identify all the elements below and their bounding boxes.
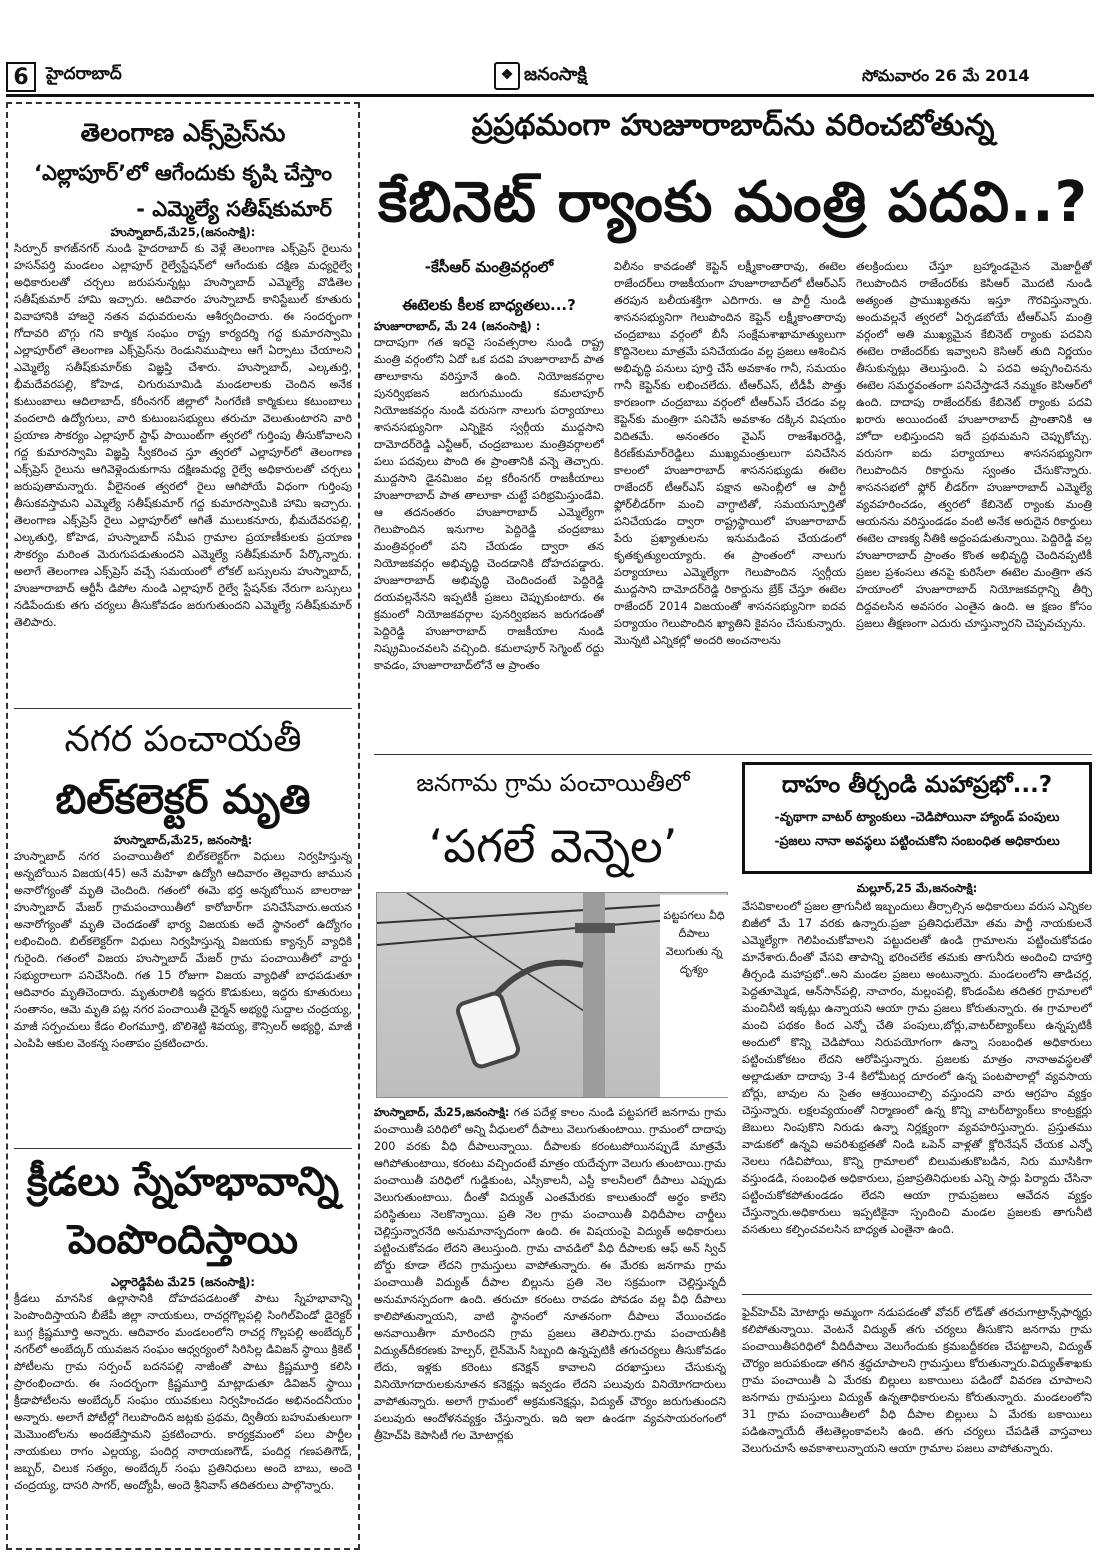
article-ellapur-express[interactable] [14,116,352,688]
daham-body: వేసవికాలంలో ప్రజల త్రాగునీటి ఇబ్బందులు తీర్చాల్సిన అధికారులు వరుస ఎన్నికల బిజీలో మే 17 వరకు ఉన్నారు.ప్రజా ప్రతినిధులేమో తమ పార్టీ నాయకులనే ఎమ్మెల్యేగా గెలిపించుకోవాలని పట్టుదలతో ఉండి గ్రామాలను పట్టించుకోవడం మానేశారు.దీంతో వేసవి తాపాన్ని భరించలేక తమకు తాగునీరు అందించి దాహార్తి తీర్చండి మహాప్రభో..అని మండల ప్రజలు అంటున్నారు. మండలంలోని తాడిచర్ల, పెద్దతూమ్మెడ, ఆన్‌సాన్‌పల్లి, నాచారం, మల్లంపల్లి, కొండంపేట తదితర గ్రామాలలో మంచినీటి ఇక్కట్లు ఉన్నాయని ఆయా గ్రామ ప్రజలు కోరుతున్నారు. ఈ గ్రామాలలో మంచి పథకం కింద ఎన్నో చేతి పంపులు,బోర్లు,వాటర్‌ట్యాంక్‌లు ఉన్నప్పటికీ అందులో కొన్ని చెడిపోయి నిరుపయోగంగా ఉన్నా సంబంధిత అధికారులు పట్టించుకోకటం లేదని ఆరోపిస్తున్నారు. ప్రజలకు మాత్రం నానాఅవస్థలతో అల్లాడుతూ దాదాపు 3-4 కిలోమీటర్ల దూరంలో ఉన్న పంటపొలాల్లో వ్యవసాయ బోర్లు, బావుల ను సైతం ఆశ్రయించాల్సి వస్తుందని వారు ఆగ్రహం వ్యక్తం చెస్తున్నారు. లక్షలవ్యయంతో నిర్మాణంలో ఉన్న కొన్ని వాటర్‌ట్యాంక్‌లు కాంట్రక్టర్లు జెబులు నింపుకొని నిరుడు ఉన్నా నిర్లక్ష్యంగా వ్యవహరిస్తున్నారు. ప్రస్తుతము వాడుకలో ఉన్నవి అపరిశుభ్రతతో నిండి ఒపెన్ వాళ్లతో క్లోరినేషన్ చేయక ఎన్నో నెలలు గడిచిపోయి, కొన్ని గ్రామాలలో బిలుమతుకొబడిన, నిరు మూసికిగా వస్తుండడి, సంబంధిత అధికారులు, ప్రజాప్రతినిధులకు ఎన్ని సార్లు పిర్యాదు చేసినా పట్టించుకోకపోతుండడం లేదని ఆయా గ్రామప్రజలు ఆవేదన వ్యక్తం చేస్తున్నారు.అధికారులు ఇప్పటికైనా స్పందించి మండల ప్రజలకు తాగునీటి వసతులు కల్పించవలసిన బాధ్యత ఎంతైనా ఉంది. [742,900,1092,1236]
article-title-line2: పెంపొందిస్తాయి [67,1217,299,1263]
photo-caption: పట్టపగలు వీధి దీపాలు వెలుగుతు న్న దృశ్యం [660,895,728,1097]
lead-column-2: విలీనం కావడంతో కెప్టెన్ లక్ష్మీకాంతారావు, ఈటెల రాజేందర్‌లు రాజకీయంగా హుజూరాబాద్‌లో టీఆర్‌ఎస్ తరపున బలీయశక్తిగా ఎదిగారు. ఆ పార్టీ నుండి శాసనసభ్యునిగా గెలుపొందిన కెప్టెన్ లక్ష్మీకాంతారావు చంద్రబాబు వర్గంలో బీసీ సంక్షేమశాఖామాత్యులుగా కొద్దినెలలు మాత్రమే పనిచేయడం వల్ల ప్రజలు ఆశించిన అభివృద్ధి పనులు పూర్తి చేసే అవకాశం గానీ, సమయం గానీ కెప్టెన్‌కు లభించలేదు. టీఆర్‌ఎస్, టీడీపీ పొత్తు కారణంగా చంద్రబాబు వర్గంలో టీఆర్‌ఎస్ చేరడం వల్ల కెప్టెన్‌కు మంత్రిగా పనిచేసే అవకాశం దక్కిన విషయం విదితమే. అనంతరం వైఎస్ రాజశేఖరరెడ్డి, కిరణ్‌కుమార్‌రెడ్డిలు ముఖ్యమంత్రులుగా పనిచేసిన కాలంలో హుజూరాబాద్ శాసనసభ్యుడు ఈటెల రాజేందర్ టీఆర్‌ఎస్ పక్షాన అసెంబ్లీలో ఆ పార్టీ ఫ్లోర్‌లీడర్‌గా మంచి వాగ్ధాటితో, సమయస్ఫూర్తితో పనిచేయడం ద్వారా రాష్ట్రస్థాయిలో హుజూరాబాద్ పేరు ప్రఖ్యాతులను ఇనుమడింప చేయడంలో కృతకృత్యులయ్యారు. ఈ ప్రాంతంలో నాలుగు పర్యాయాలు ఎమ్మెల్యేగా గెలుపొందిన స్వర్గీయ ముద్దసాని దామోదర్‌రెడ్డి రికార్డును బ్రేక్ చేస్తూ ఈటెల రాజేందర్ 2014 విజయంతో శాసనసభ్యునిగా ఐదవ పర్యాయం గెలుపొందిన ఖ్యాతిని కైవసం చేసుకున్నారు. మొన్నటి ఎన్నికల్లో అందరి అంచనాలను [614,260,846,647]
lead-subheading-1: -కేసీఆర్ మంత్రివర్గంలో [424,258,554,276]
lead-column-3: తలక్రిందులు చేస్తూ బ్రహ్మాండమైన మెజార్టీతో గెలుపొందిన రాజేందర్‌కు కెసిఆర్ మొదటి నుండి అత్యంత ప్రాముఖ్యతను ఇస్తూ గౌరవిస్తున్నారు. అందువల్లనే త్వరలో ఏర్పడబోయే టీఆర్‌ఎస్ మంత్రి వర్గంలో అతి ముఖ్యమైన కేబినెట్ ర్యాంకు పదవిని ఈటెల రాజేందర్‌కు ఇవ్వాలని కెసిఆర్ తుది నిర్ణయం తీసుకున్నట్లు తెలుస్తుంది. ఏ పదవి అప్పగించినను ఈటెల సమర్థవంతంగా పనిచేస్తాడనే నమ్మకం కెసిఆర్‌లో ఉంది. దాదాపు రాజేందర్‌కు కేబినెట్ ర్యాంకు పదవి ఖరారు అయిందంటే హుజూరాబాద్ ప్రాంతానికి ఆ హోదా లభిస్తుందని ఇదే ప్రథమమని చెప్పుకోచ్చు. వరుసగా ఐదు పర్యాయాలు శాసనసభ్యునిగా గెలుపొందిన రికార్డును స్వంతం చేసుకొన్నారు. శాసనసభలో ఫ్లోర్ లీడర్‌గా హుజూరాబాద్ ఎమ్మెల్యే వ్యవహరించడం, త్వరలో కేబినెట్ ర్యాంకు మంత్రి ఆయనను వరిస్తుండడం వంటి అనేక అరుదైన రికార్డులు ఈటెల చాణక్య నీతికి అద్దంపడుతున్నాయి. పెద్దిరెడ్డి వల్ల హుజూరాబాద్ ప్రాంతం కొంత అభివృద్ధి చెందినప్పటికీ ప్రజల ప్రశంసలు తనపై కురిసేలా ఈటెల మంత్రిగా తన హయాంలో హుజూరాబాద్ నియోజకవర్గాన్ని తీర్చి దిద్దవలసిన అవసరం ఎంతైన ఉంది. ఆ క్షణం కోసం ప్రజలు తీక్షణంగా ఎదురు చూస్తున్నారని చెప్పవచ్చును. [856,260,1092,630]
lead-column-1 [374,318,604,748]
divider [374,754,1092,755]
page-number: 6 [6,62,36,92]
divider [742,1294,1092,1295]
article-dateline: ఎల్లారెడ్డిపేట మే25 (జనంసాక్షి): [110,1275,256,1289]
lead-kicker: ప్రప్రథమంగా హుజూరాబాద్‌ను వరించబోతున్న [471,108,995,143]
article-title-line2: బిల్‌కలెక్టర్ మృతి [55,777,311,823]
divider [14,1148,352,1149]
vennela-body-text: గత పదేళ్ల కాలం నుండి పట్టపగలే జనగామ గ్రామ పంచాయితీ పరిధిలో అన్ని వీధులలో దీపాలు వెలుగుతుంటాయి. గ్రామంలో దాదాపు 200 వరకు వీధి దీపాలున్నాయి. దీపాలకు కరంటుపోయినప్పుడే మాత్రమే ఆగిపోతుంటాయి, కరంటు వచ్చిందంటే మాత్రం యదేచ్ఛగా వెలుగు తుంటాయి.గ్రామ పంచాయితీ పరిధిలో గుడ్డికుంట, ఎస్సీకాలనీ, ఎస్టీ కాలనీలలో దీపాలు ఎప్పుడు వెలుగుతుంటాయి. దీంతో విద్యుత్ ఎంతమేరకు కాలుతుందో అర్థం కాలేని పరిస్థితులు నెలకొన్నాయి. ప్రతి నెల గ్రామ పంచాయితీ విధిదీపాల చార్జీలు చెల్లిస్తున్నారనేది అనుమానాస్పదంగా ఉంది. ఈ విషయంపై విద్యుత్ అధికారులు పట్టించుకోవడం లేదని తెలుస్తుంది. గ్రామ చావడిలో వీధి దీపాలకు ఆఫ్ అన్ స్విచ్ బోర్డు కూడా లేదని గ్రామస్తులు వాపోతున్నారు. ఈ మేరకు జనగామ గ్రామ పంచాయితీ విద్యుత్ దీపాల బిల్లును ప్రతి నెల సక్రమంగా చెల్లిస్తున్నదీ అనుమానస్పదంగా ఉంది. తరుచూ కరంటు రావడం పోవడం వల్ల వీధి దీపాలు కాలిపోతున్నాయని, వాటి స్థానంలో నూతనంగా దీపాలు వేయించడం అనవాయితీగా మారిందని గ్రామ ప్రజలు తెలిపారు.గ్రామ పంచాయతీకి విద్యుత్‌దీకరణకు హెల్పర్, లైన్‌మెన్ సిబ్బంది ఉన్నప్పటికీ తగుచర్యలు తీసుకోవడం లేదు, ఇళ్లకు కరెంటు కనెక్షన్ కావాలని దరఖాస్తులు చేసుకున్న వినియోగదారులకునూతన కనెక్షన్లు ఇవ్వడం లేదని పలువురు వినియోగదారులు వాపోతున్నారు. అలాగే గ్రామంలో అక్రమకనెక్షన్లు, విద్యుత్ చౌర్యం జరుగుతుందని పలువురు ఆందోళనవ్యక్తం చేస్తున్నారు. ఇది ఇలా ఉండగా వ్యవసాయరంగంలో త్రీహెచ్‌పి కెపాసిటీ గల మోటార్లకు [374,1106,726,1442]
article-dateline: హుస్నాబాద్,మే25,(జనంసాక్షి): [110,225,256,239]
logo-emblem-icon: ❖ [494,62,520,90]
vennela-kicker: జనగామ గ్రామ పంచాయితీలో [416,769,690,797]
article-title-line1: తెలంగాణ ఎక్స్‌ప్రెస్‌ను [80,118,286,147]
lead-headline[interactable]: కేబినెట్ ర్యాంకు మంత్రి పదవి..? [378,170,1088,235]
article-byline: - ఎమ్మెల్యే సతీష్‌కుమార్ [136,197,332,221]
section-name: హైదరాబాద్ [46,64,122,84]
daham-title: దాహం తీర్చండి మహాప్రభో...? [781,772,1053,798]
article-body: క్రీడలు మానసిక ఉల్లాసానికి దోహదపడటంతో పాటు స్నేహభావాన్ని పెంపొందిస్తాయని బీజేపీ జిల్లా నాయకులు, రాచర్లగొల్లపల్లి సింగిల్‌విండో డైరెక్టర్ బుగ్గ క్రిష్ణమూర్తి అన్నారు. ఆదివారం మండలంలోని రాచర్ల గొల్లపల్లి అంబేద్కర్ నగర్‌లో అంబేద్కర్ యువజన సంఘం ఆధ్వర్యంలో సిరిసిల్ల డివిజన్ స్థాయి క్రికెట్ పోటీలను గ్రామ సర్పంచ్ బదనపల్లి నాజీంతో పాటు క్రిష్ణమూర్తి కలిసి ప్రారంభించారు. ఈ సందర్భంగా క్రిష్ణమూర్తి మాట్లాడుతూ డివిజన్ స్థాయి క్రీడాపోటీలను అంబేద్కర్ సంఘం యువకులు నిర్వహించడం అభినందనీయం అన్నారు. అలాగే పోటీల్లో గెలుపొందిన జట్లకు ప్రథమ, ద్వితీయ బహుమతులుగా మెమొంటోలను అందజేస్తామని ప్రకటించారు. కార్యక్రమంలో పలు పార్టీల నాయకులు రాగం ఎల్లయ్య, పందిర్ల నారాయణగౌడ్, పందిర్ల గణపతిగౌడ్, జబ్బర్, చిలుక సత్యం, అంబేద్కర్ సంఘ ప్రతినిధులు అందె బాబు, అందె చంద్రయ్య, దాసరి సాగర్, అంద్యోపీ, అందె శ్రీనివాస్ తదితరులు పాల్గొన్నారు. [14,1292,352,1492]
article-title-line1: క్రీడలు స్నేహభావాన్ని [26,1159,340,1205]
vennela-continued: ఫైవ్‌హెచ్‌పి మోటార్లు అమ్మంగా నడుపడంతో వోవర్ లోడ్‌తో తరచుగాట్రాన్స్‌ఫార్మర్లు కలిపోతున్నాయి. వెంటనే విద్యుత్ తగు చర్యలు తీసుకొని జనగామ గ్రామ పంచాయితీపరిధిలో వీదిదీపాలు వెలుగేందుకు క్రమబద్దీకరణ చేపట్టాలని, విద్యుత్ చౌర్యం జరుపకుండా తగిన శ్రద్ధచూపాలని గ్రామస్తులు కోరుతున్నారు.విద్యుత్‌శాఖకు గ్రామ పంచాయితీ ఏ మేరకు బిల్లులు బకాయిలు పడిందో వివరణ చూపాలని జనగామ గ్రామస్తులు విద్యుత్ ఉన్నతాధికారులను కోరుతున్నారు. మండలంలోని 31 గ్రామ పంచాయితీలలో వీధి దీపాల బిల్లులు ఏ మేరకు బకాయిలు పడిఉన్నాయేదీ తేటతెల్లంకావలసి ఉంది. తగు చర్యలు చేపడితే వాస్తవాలు వెలుగుచూసే అవకాశాలున్నాయని ఆయా గ్రామాల పజలు వాపోతున్నారు. [742,1306,1092,1455]
article-title-line2: ‘ఎల్లాపూర్’లో ఆగేందుకు కృషి చేస్తాం [33,161,333,185]
vennela-dateline: హుస్నాబాద్, మే25,జనంసాక్షి: [374,1106,510,1119]
issue-date: సోమవారం 26 మే 2014 [862,66,1030,85]
daham-subheading-2: -ప్రజలు నానా అవస్థలు పట్టించుకోని సంబంధిత అధికారులు [774,833,1060,848]
article-sports-friendship[interactable] [14,1156,352,1546]
lead-dateline: హుజూరాబాద్, మే 24 (జనంసాక్షి) : [374,319,541,333]
vennela-headline[interactable]: ‘పగలే వెన్నెల’ [428,819,678,873]
masthead-rule [6,94,1094,97]
masthead [0,0,1100,96]
daham-subheading-1: -వృథాగా వాటర్ ట్యాంకులు -చెడిపోయినా హ్యాండ్ పంపులు [774,809,1060,824]
article-title-line1: నగర పంచాయతీ [64,719,302,760]
daham-dateline: మల్లూర్,25 మే,జనంసాక్షి: [856,881,978,895]
article-dateline: హుస్నాబాద్,మే25, జనంసాక్షి: [113,833,253,847]
article-body: హుస్నాబాద్ నగర పంచాయితీలో బిల్‌కలెక్టర్‌గా విధులు నిర్వహిస్తున్న అన్నబోయిన విజయ(45) అనే మహిళా ఉద్యోగి ఆదివారం తెల్లవారు జామున అనారోగ్యంతో మృతి చెందింది. గతంలో ఈమె భర్త అన్నబోయిన బాలరాజు హుస్నాబాద్ మేజర్ గ్రామపంచాయితీలో కారోబార్‌గా పనిచేసేవారు.అయన అనారోగ్యంతో మృతి చెందడంతో భార్య విజయకు అదే స్థానంలో ఉద్యోగం లభించింది. బిల్‌కలెక్టర్‌గా విధులు నిర్వహిస్తున్న విజయకు క్యాన్సర్ వ్యాధికి గురైంది. గతంలో విజయ హుస్నాబాద్ మేజర్ గ్రామ పంచాయితీలో వార్డు సభ్యురాలుగా పనిచేసింది. గత 15 రోజుగా విజయ వ్యాధితో బాధపడుతూ ఆదివారం మృతిచెందారు. మృతురాలికి ఇద్దరు కొడుకులు, ఇద్దరు కూతురులు సంతానం, ఆమె మృతి పట్ల నగర పంచాయితీ చైర్మన్ అభ్యర్థి సుద్దాల చంద్రయ్య, మాజీ సర్పంచులు కేడం లింగమూర్తి, బొలిశెట్టి శివయ్య, కౌన్సిలర్ అభ్యర్థి, మాజీ ఎంపిపి ఆకుల వెంకన్న సంతాపం ప్రకటించారు. [14,850,352,1050]
lead-subheading-2: ఈటెలకు కీలక బాధ్యతలు...? [402,296,576,314]
divider [14,708,352,709]
left-news-column [6,102,360,1550]
vennela-body [374,1104,726,1552]
paper-name: జనంసాక్షి [524,63,587,85]
lead-column-1-text: దాదాపుగా గత ఇరవై సంవత్సరాల నుండి రాష్ట్ర మంత్రి వర్గంలోని ఏదో ఒక పదవి హుజూరాబాద్ పాత తాలూకాను వరిస్తూనే ఉంది. నియోజకవర్గాల పునర్విభజన జరుగుముందు కమలాపూర్ నియోజకవర్గం నుండి వరుసగా నాలుగు పర్యాయాలు శాసనసభ్యునిగా ఎన్నికైన స్వర్గీయ ముద్దసాని దామోదర్‌రెడ్డి ఎన్టీఆర్, చంద్రబాబుల మంత్రివర్గాలలో పలు పదవులు పొంది ఈ ప్రాంతానికి వన్నె తెచ్చారు. ముద్దసాని డైనమిజం వల్ల కరీంనగర్ రాజకీయాలు హుజూరాబాద్ పాత తాలూకా చుట్టే పరిభ్రమిస్తుండేవి. ఆ తదనంతరం హుజూరాబాద్ ఎమ్మెల్యేగా గెలుపొందిన ఇనుగాల పెద్దిరెడ్డి చంద్రబాబు మంత్రివర్గంలో పని చేయడం ద్వారా తన నియోజకవర్గం అభివృద్ధి చెందడానికి దోహదపడ్డారు. హుజూరాబాద్ అభివృద్ధి చెందిందంటే పెద్దిరెడ్డి దయవల్లనేనని ఇప్పటికీ ప్రజలు చెప్పుకుంటారు. ఈ క్రమంలో నియోజకవర్గాల పునర్విభజన జరుగడంతో పెద్దిరెడ్డి హుజూరాబాద్ రాజకీయాల నుండి నిష్క్రమించవలసి వచ్చింది. కమలాపూర్ సెగ్మెంట్ రద్దు కావడం, హుజూరాబాద్‌లోనే ఆ ప్రాంతం [374,336,604,672]
newspaper-logo[interactable] [494,60,587,92]
daham-headline-box[interactable] [742,762,1092,874]
article-bill-collector[interactable] [14,716,352,1148]
article-body: సిర్పూర్ కాగజ్‌నగర్ నుండి హైదరాబాద్ కు వెళ్లే తెలంగాణ ఎక్స్‌ప్రెస్ రైలును హసన్‌పర్తి మండలం ఎల్లాపూర్ రైల్వేస్టేషన్‌లో ఆగేందుకు దక్షిణ మధ్యరైల్వే అధికారులతో చర్చలు జరుపనున్నట్లు హుస్నాబాద్ ఎమ్మెల్యే వొడితెల సతీష్‌కుమార్ హామి ఇచ్చారు. ఆదివారం హుస్నాబాద్ కానిస్టేబుల్ కూతురు వివాహానికి హాజరై నతన వధువరులను ఆశీర్వదించారు. ఈ సందర్భంగా గోదావరి బొగ్గు గని కార్మిక సంఘం రాష్ట్ర కార్యదర్శి గద్ద కుమారస్వామి ఎల్లాపూర్‌లో తెలంగాణ ఎక్స్‌ప్రెస్‌ను రెండునిముషాలు ఆగే ఏర్పాటు చేయాలని ఎమ్మెల్యే సతీష్‌కుమార్‌కు విజ్ఞప్తి చేశారు. హుస్నాబాద్, ఎల్కతుర్తి, భీమదేవరపల్లి, కోహెడ, చిగురుమామిడి మండలాలకు చెందిన అనేక కుటుంబాలు ఆదిలాబాద్, కరీంనగర్ జిల్లాలో సింగరేణి కార్మికులు కటుంబాలు వందలాది ఉద్యోగులు, వారి కుటుంబసభ్యులు తరుచూ వెలుతుంటారని వారి ప్రయాణ సౌకర్యం ఎల్లాపూర్ స్టాఫ్ పాయింట్‌గా త్వరలో గుర్తింపు తీసుకోవాలని గద్ద కుమారస్వామి విజ్ఞప్తి స్వీకరించ స్తూ త్వరలో ఎల్లాపూర్‌లో తెలంగాణ ఎక్స్‌ప్రెస్ రైలును ఆగివెళ్లెందుకుగాను దక్షిణమధ్య రైల్వే అధికారులతో చర్చలు జరుపుతామన్నారు. వీలైనంత త్వరలో రైలు ఆగిపోయే విధంగా గుర్తింపు తీసుకవస్తామని ఎమ్మెల్యే సతీష్‌కుమార్ గద్ద కుమారస్వామికి హామి ఇచ్చారు. తెలంగాణ ఎక్స్‌ప్రెస్ రైలు ఎల్లాపూర్‌లో ఆగితే ములుకనూరు, భీమదేవరపల్లి, ఎల్కతుర్తి, కోహెడ, హుస్నాబాద్ సమీప గ్రామాల ప్రయాణీకులకు ప్రయాణ సౌకర్యం మరింత మెరుగుపడుతుందని ఎమ్మెల్యే సతీష్‌కుమార్ పేర్కొన్నారు. అలాగే తెలంగాణ ఎక్స్‌ప్రెస్ వచ్చే సమయంలో లోకల్ బస్సులను హుస్నాబాద్, హుజూరాబాద్ ఆర్టీసీ డిపోల నుండి ఎల్లాపూర్ రైల్వే స్టేషన్‌కు నేరుగా బస్సులు నడిపేందుకు తగు చర్యలు తీసుకోవడం జరుగుతుందని ఎమ్మెల్యే సతీష్‌కుమార్ తెలిపారు. [14,242,352,629]
